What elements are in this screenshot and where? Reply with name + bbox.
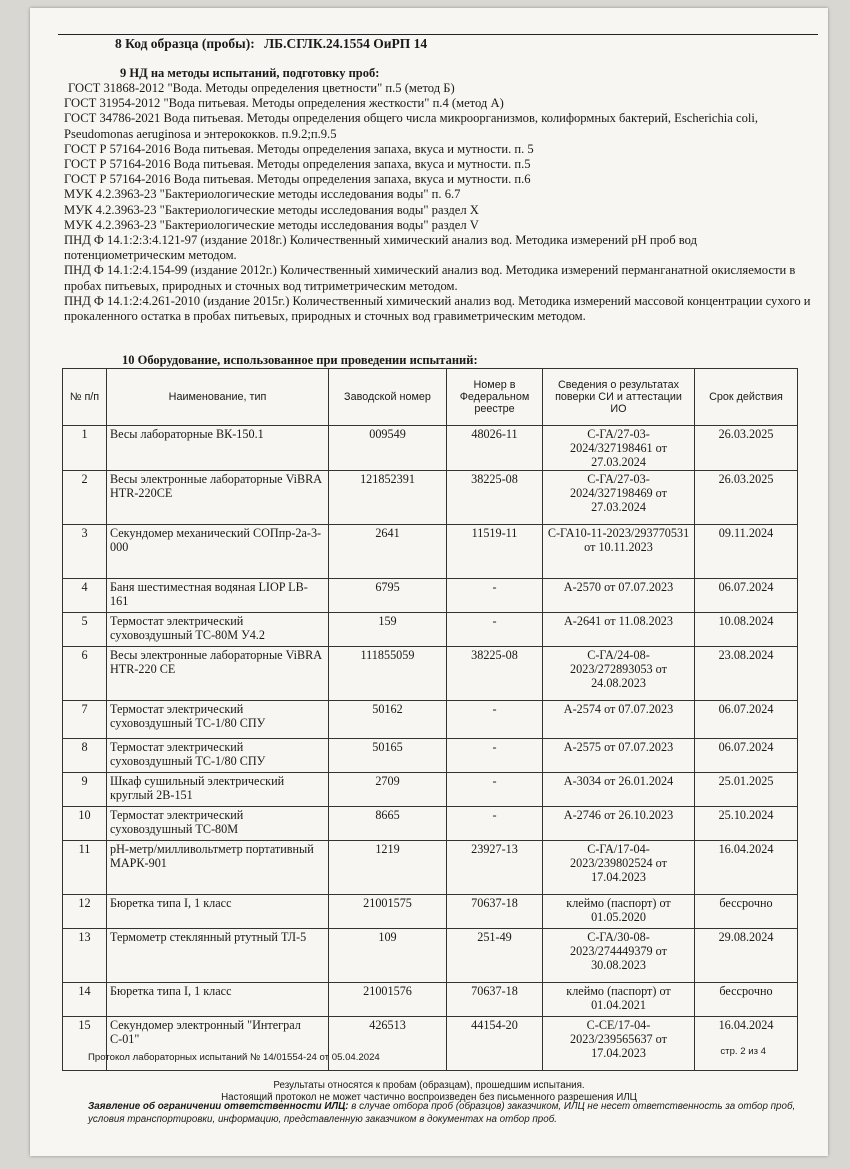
method-item: ПНД Ф 14.1:2:3:4.121-97 (издание 2018г.) Количественный химический анализ вод. Методика измерений pH проб вод потенциометрическим методом. <box>64 233 697 263</box>
sample-code-label: 8 Код образца (пробы): <box>115 36 255 51</box>
table-row <box>63 613 798 647</box>
cell-registry: 48026-11 <box>447 426 543 471</box>
cell-name: Термостат электрический суховоздушный ТС-80М У4.2 <box>107 613 329 647</box>
footer-line-2: Настоящий протокол не может частично воспроизведен без письменного разрешения ИЛЦ <box>221 1092 637 1103</box>
cell-verification: А-2641 от 11.08.2023 <box>543 613 695 647</box>
table-row <box>63 739 798 773</box>
cell-validity: бессрочно <box>695 895 798 929</box>
equipment-table <box>62 368 798 1071</box>
method-item: ГОСТ Р 57164-2016 Вода питьевая. Методы определения запаха, вкуса и мутности. п.6 <box>64 172 531 187</box>
sample-code-line <box>115 36 427 52</box>
cell-number: 4 <box>63 579 107 613</box>
method-item: ПНД Ф 14.1:2:4.261-2010 (издание 2015г.) Количественный химический анализ вод. Методика измерений массовой концентрации сухого и прокаленного остатка в пробах питьевых, природных и сточных вод гравиметрическим методом. <box>64 293 811 324</box>
cell-serial: 8665 <box>329 807 447 841</box>
table-row <box>63 841 798 895</box>
cell-number: 11 <box>63 841 107 895</box>
cell-number: 15 <box>63 1017 107 1071</box>
cell-validity: 29.08.2024 <box>695 929 798 983</box>
cell-verification: С-ГА/17-04-2023/239802524 от 17.04.2023 <box>543 841 695 895</box>
cell-registry: 251-49 <box>447 929 543 983</box>
cell-verification: С-ГА10-11-2023/293770531 от 10.11.2023 <box>543 525 695 579</box>
cell-validity: 06.07.2024 <box>695 701 798 739</box>
cell-number: 1 <box>63 426 107 471</box>
cell-registry: - <box>447 739 543 773</box>
cell-registry: 11519-11 <box>447 525 543 579</box>
cell-name: Термостат электрический суховоздушный ТС-80М <box>107 807 329 841</box>
table-header-row <box>63 369 798 426</box>
method-item: МУК 4.2.3963-23 "Бактериологические методы исследования воды" раздел V <box>64 217 479 232</box>
table-row <box>63 983 798 1017</box>
cell-serial: 121852391 <box>329 471 447 525</box>
method-item: ГОСТ 31868-2012 "Вода. Методы определения цветности" п.5 (метод Б) <box>68 81 455 95</box>
footer-line-1: Результаты относятся к пробам (образцам), прошедшим испытания. <box>273 1080 585 1091</box>
table-row <box>63 929 798 983</box>
table-row <box>63 471 798 525</box>
cell-number: 10 <box>63 807 107 841</box>
cell-validity: 16.04.2024 <box>695 1017 798 1071</box>
cell-verification: А-2574 от 07.07.2023 <box>543 701 695 739</box>
method-item: ГОСТ 31954-2012 "Вода питьевая. Методы определения жесткости" п.4 (метод А) <box>64 96 504 111</box>
table-row <box>63 525 798 579</box>
cell-serial: 21001575 <box>329 895 447 929</box>
cell-validity: бессрочно <box>695 983 798 1017</box>
cell-serial: 111855059 <box>329 647 447 701</box>
cell-name: Секундомер электронный "Интеграл С-01" <box>107 1017 329 1071</box>
cell-number: 13 <box>63 929 107 983</box>
cell-number: 14 <box>63 983 107 1017</box>
cell-verification: А-2746 от 26.10.2023 <box>543 807 695 841</box>
cell-registry: - <box>447 773 543 807</box>
table-row <box>63 773 798 807</box>
cell-name: Термостат электрический суховоздушный ТС-1/80 СПУ <box>107 739 329 773</box>
cell-verification: С-ГА/27-03-2024/327198469 от 27.03.2024 <box>543 471 695 525</box>
cell-serial: 426513 <box>329 1017 447 1071</box>
cell-validity: 25.01.2025 <box>695 773 798 807</box>
method-item: МУК 4.2.3963-23 "Бактериологические методы исследования воды" п. 6.7 <box>64 187 461 202</box>
cell-registry: 38225-08 <box>447 647 543 701</box>
cell-verification: С-ГА/30-08-2023/274449379 от 30.08.2023 <box>543 929 695 983</box>
cell-validity: 26.03.2025 <box>695 471 798 525</box>
cell-name: Весы электронные лабораторные ViBRA HTR-220 CE <box>107 647 329 701</box>
cell-verification: С-ГА/24-08-2023/272893053 от 24.08.2023 <box>543 647 695 701</box>
cell-serial: 109 <box>329 929 447 983</box>
cell-validity: 06.07.2024 <box>695 739 798 773</box>
method-item: ПНД Ф 14.1:2:4.154-99 (издание 2012г.) Количественный химический анализ вод. Методика измерений перманганатной окисляемости в пробах питьевых, природных и сточных вод титриметрическим методом. <box>64 263 796 293</box>
col-header-verification: Сведения о результатах поверки СИ и аттестации ИО <box>543 369 695 426</box>
liability-label: Заявление об ограничении ответственности ИЛЦ: <box>88 1101 349 1112</box>
equipment-heading: 10 Оборудование, использованное при проведении испытаний: <box>122 353 478 367</box>
cell-verification: С-СЕ/17-04-2023/239565637 от 17.04.2023 <box>543 1017 695 1071</box>
cell-number: 9 <box>63 773 107 807</box>
cell-registry: - <box>447 613 543 647</box>
cell-validity: 06.07.2024 <box>695 579 798 613</box>
cell-serial: 50165 <box>329 739 447 773</box>
cell-number: 8 <box>63 739 107 773</box>
cell-validity: 10.08.2024 <box>695 613 798 647</box>
cell-number: 12 <box>63 895 107 929</box>
equipment-table-body <box>63 426 798 1071</box>
cell-verification: С-ГА/27-03-2024/327198461 от 27.03.2024 <box>543 426 695 471</box>
cell-verification: клеймо (паспорт) от 01.05.2020 <box>543 895 695 929</box>
col-header-validity: Срок действия <box>695 369 798 426</box>
cell-serial: 2641 <box>329 525 447 579</box>
col-header-serial: Заводской номер <box>329 369 447 426</box>
table-row <box>63 807 798 841</box>
liability-statement <box>88 1100 818 1126</box>
cell-name: Весы электронные лабораторные ViBRA HTR-220CE <box>107 471 329 525</box>
cell-validity: 26.03.2025 <box>695 426 798 471</box>
cell-registry: 23927-13 <box>447 841 543 895</box>
cell-registry: - <box>447 807 543 841</box>
cell-registry: - <box>447 701 543 739</box>
header-rule <box>58 34 818 35</box>
cell-name: pH-метр/милливольтметр портативный МАРК-901 <box>107 841 329 895</box>
cell-registry: 44154-20 <box>447 1017 543 1071</box>
cell-verification: А-2575 от 07.07.2023 <box>543 739 695 773</box>
cell-name: Секундомер механический СОПпр-2а-3-000 <box>107 525 329 579</box>
page-number: стр. 2 из 4 <box>720 1046 766 1057</box>
method-item: ГОСТ Р 57164-2016 Вода питьевая. Методы определения запаха, вкуса и мутности. п.5 <box>64 157 531 172</box>
cell-name: Термометр стеклянный ртутный ТЛ-5 <box>107 929 329 983</box>
cell-validity: 09.11.2024 <box>695 525 798 579</box>
table-row <box>63 426 798 471</box>
cell-number: 3 <box>63 525 107 579</box>
method-item: ГОСТ 34786-2021 Вода питьевая. Методы определения общего числа микроорганизмов, колиформных бактерий, Escherichia coli, Pseudomonas aeruginosa и энтерококков. п.9.2;п.9.5 <box>64 111 759 141</box>
cell-registry: 70637-18 <box>447 895 543 929</box>
cell-validity: 23.08.2024 <box>695 647 798 701</box>
cell-number: 5 <box>63 613 107 647</box>
cell-validity: 25.10.2024 <box>695 807 798 841</box>
protocol-footer: Протокол лабораторных испытаний № 14/01554-24 от 05.04.2024 <box>88 1052 380 1063</box>
cell-name: Термостат электрический суховоздушный ТС-1/80 СПУ <box>107 701 329 739</box>
cell-verification: А-2570 от 07.07.2023 <box>543 579 695 613</box>
cell-number: 7 <box>63 701 107 739</box>
cell-number: 2 <box>63 471 107 525</box>
liability-text: в случае отбора проб (образцов) заказчиком, ИЛЦ не несет ответственность за отбор проб, условия транспортировки, информацию, представленную заказчиком в документах на отбор проб. <box>88 1101 796 1125</box>
cell-validity: 16.04.2024 <box>695 841 798 895</box>
cell-name: Баня шестиместная водяная LIOP LB-161 <box>107 579 329 613</box>
col-header-name: Наименование, тип <box>107 369 329 426</box>
cell-name: Бюретка типа I, 1 класс <box>107 983 329 1017</box>
table-row <box>63 895 798 929</box>
cell-verification: А-3034 от 26.01.2024 <box>543 773 695 807</box>
document-page <box>30 8 828 1156</box>
table-row <box>63 579 798 613</box>
methods-heading: 9 НД на методы испытаний, подготовку проб: <box>120 66 380 80</box>
cell-registry: 70637-18 <box>447 983 543 1017</box>
col-header-registry: Номер в Федеральном реестре <box>447 369 543 426</box>
cell-registry: 38225-08 <box>447 471 543 525</box>
cell-serial: 21001576 <box>329 983 447 1017</box>
cell-serial: 159 <box>329 613 447 647</box>
cell-serial: 009549 <box>329 426 447 471</box>
col-header-number: № п/п <box>63 369 107 426</box>
cell-verification: клеймо (паспорт) от 01.04.2021 <box>543 983 695 1017</box>
cell-serial: 2709 <box>329 773 447 807</box>
cell-name: Бюретка типа I, 1 класс <box>107 895 329 929</box>
cell-serial: 50162 <box>329 701 447 739</box>
methods-list <box>64 81 814 324</box>
method-item: ГОСТ Р 57164-2016 Вода питьевая. Методы определения запаха, вкуса и мутности. п. 5 <box>64 141 534 156</box>
cell-number: 6 <box>63 647 107 701</box>
sample-code-value: ЛБ.СГЛК.24.1554 ОиРП 14 <box>264 36 428 51</box>
cell-serial: 6795 <box>329 579 447 613</box>
table-row <box>63 647 798 701</box>
cell-registry: - <box>447 579 543 613</box>
cell-name: Весы лабораторные ВК-150.1 <box>107 426 329 471</box>
method-item: МУК 4.2.3963-23 "Бактериологические методы исследования воды" раздел X <box>64 202 479 217</box>
cell-name: Шкаф сушильный электрический круглый 2В-151 <box>107 773 329 807</box>
cell-serial: 1219 <box>329 841 447 895</box>
table-row <box>63 701 798 739</box>
